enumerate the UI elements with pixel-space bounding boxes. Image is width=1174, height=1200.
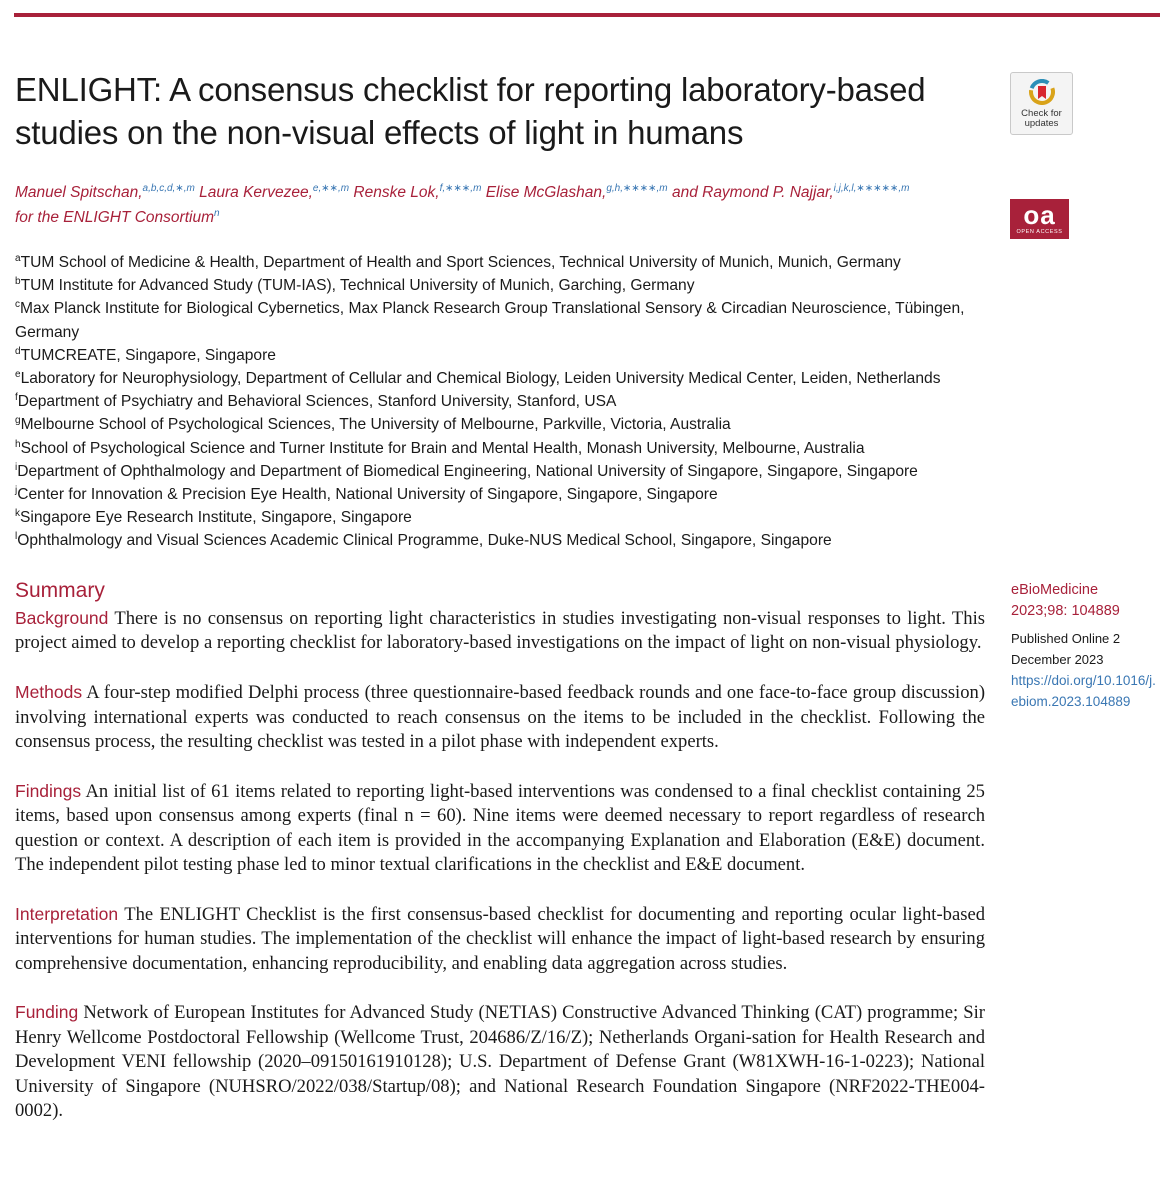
affiliation: $^c$Max Planck Institute for Biological Cybernetics, Max Planck Research Group Translational Sensory & Circadian Neuroscience, Tübingen, Germany: [15, 299, 965, 341]
section-text: The ENLIGHT Checklist is the first consensus-based checklist for documenting and reporting ocular light-based interventions for human studies. The implementation of the checklist will enhance the impact of light-based research by ensuring comprehensive documentation, enhancing reproducibility, and enabling data aggregation across studies.: [15, 903, 985, 974]
open-access-badge: [1010, 199, 1069, 239]
doi-link[interactable]: https://doi.org/10.1016/j.ebiom.2023.104889: [1011, 673, 1156, 709]
article-title: ENLIGHT: A consensus checklist for reporting laboratory-based studies on the non-visual effects of light in humans: [15, 71, 926, 151]
section-label: Methods: [15, 682, 83, 703]
affiliation: $^j$Center for Innovation & Precision Eye Health, National University of Singapore, Singapore, Singapore: [15, 485, 718, 504]
abstract-section-background: [15, 606, 985, 656]
section-label: Funding: [15, 1002, 79, 1023]
published-date: Published Online 2 December 2023: [1011, 631, 1121, 667]
affiliation: $^i$Department of Ophthalmology and Department of Biomedical Engineering, National University of Singapore, Singapore, Singapore: [15, 461, 918, 480]
affiliation-list: [15, 251, 995, 553]
affiliation: $^b$TUM Institute for Advanced Study (TUM-IAS), Technical University of Munich, Garching, Germany: [15, 276, 695, 295]
author-list: [15, 180, 995, 230]
oa-logo: oa: [1023, 200, 1056, 230]
journal-name: eBioMedicine: [1011, 582, 1099, 598]
consortium-author[interactable]: for the ENLIGHT Consortium$^n$: [15, 208, 220, 226]
journal-citation: 2023;98: 104889: [1011, 603, 1120, 619]
check-updates-icon: [1029, 79, 1055, 105]
section-label: Interpretation: [15, 903, 119, 924]
oa-caption: OPEN ACCESS: [1016, 229, 1063, 235]
affiliation: $^f$Department of Psychiatry and Behavioral Sciences, Stanford University, Stanford, USA: [15, 392, 617, 411]
abstract-section-findings: [15, 779, 985, 878]
affiliation: $^k$Singapore Eye Research Institute, Singapore, Singapore: [15, 508, 412, 527]
section-text: There is no consensus on reporting light characteristics in studies investigating non-visual responses to light. This project aimed to develop a reporting checklist for laboratory-based investigations on the impact of light on non-visual physiology.: [15, 608, 985, 654]
affiliation: $^d$TUMCREATE, Singapore, Singapore: [15, 345, 276, 364]
section-text: An initial list of 61 items related to reporting light-based interventions was condensed to a final checklist containing 25 items, based upon consensus among experts (final n = 60). Nine items were deemed necessary to report regardless of research question or context. A description of each item is provided in the accompanying Explanation and Elaboration (E&E) document. The independent pilot testing phase led to minor textual clarifications in the checklist and E&E document.: [15, 780, 985, 876]
check-updates-label: Check for updates: [1021, 108, 1062, 129]
abstract-section-funding: [15, 1000, 985, 1123]
section-text: A four-step modified Delphi process (three questionnaire-based feedback rounds and one face-to-face group discussion) involving international experts was conducted to reach consensus on the items to be included in the checklist. Following the consensus process, the resulting checklist was tested in a pilot phase with independent experts.: [15, 682, 986, 753]
affiliation: $^h$School of Psychological Science and Turner Institute for Brain and Mental Health, Monash University, Melbourne, Australia: [15, 438, 865, 457]
header-rule: [14, 13, 1160, 17]
affiliation: $^l$Ophthalmology and Visual Sciences Academic Clinical Programme, Duke-NUS Medical School, Singapore, Singapore: [15, 531, 832, 550]
author[interactable]: and Raymond P. Najjar,$^{i,j,k,l,∗∗∗∗∗,m}$: [671, 183, 910, 201]
author[interactable]: Laura Kervezee,$^{e,∗∗,m}$: [199, 183, 350, 201]
author[interactable]: Manuel Spitschan,$^{a,b,c,d,∗,m}$: [15, 183, 195, 201]
author[interactable]: Elise McGlashan,$^{g,h,∗∗∗∗,m}$: [485, 183, 668, 201]
affiliation: $^e$Laboratory for Neurophysiology, Department of Cellular and Chemical Biology, Leiden University Medical Center, Leiden, Netherlands: [15, 369, 941, 388]
author[interactable]: Renske Lok,$^{f,∗∗∗,m}$: [353, 183, 482, 201]
citation-sidebar: [1011, 580, 1161, 712]
section-label: Findings: [15, 780, 82, 801]
summary-heading: Summary: [15, 579, 105, 602]
check-for-updates-badge[interactable]: [1010, 72, 1073, 135]
section-text: Network of European Institutes for Advanced Study (NETIAS) Constructive Advanced Thinking (CAT) programme; Sir Henry Wellcome Postdoctoral Fellowship (Wellcome Trust, 204686/Z/16/Z); Netherlands Organi-sation for Health Research and Development VENI fellowship (2020–09150161910128); U.S. Department of Defense Grant (W81XWH-16-1-0223); National University of Singapore (NUHSRO/2022/038/Startup/08); and National Research Foundation Singapore (NRF2022-THE004-0002).: [15, 1002, 985, 1122]
abstract: [15, 606, 985, 1148]
abstract-section-interpretation: [15, 902, 985, 976]
affiliation: $^a$TUM School of Medicine & Health, Department of Health and Sport Sciences, Technical University of Munich, Munich, Germany: [15, 253, 901, 271]
abstract-section-methods: [15, 680, 985, 754]
affiliation: $^g$Melbourne School of Psychological Sciences, The University of Melbourne, Parkville, Victoria, Australia: [15, 415, 731, 434]
section-label: Background: [15, 608, 109, 628]
